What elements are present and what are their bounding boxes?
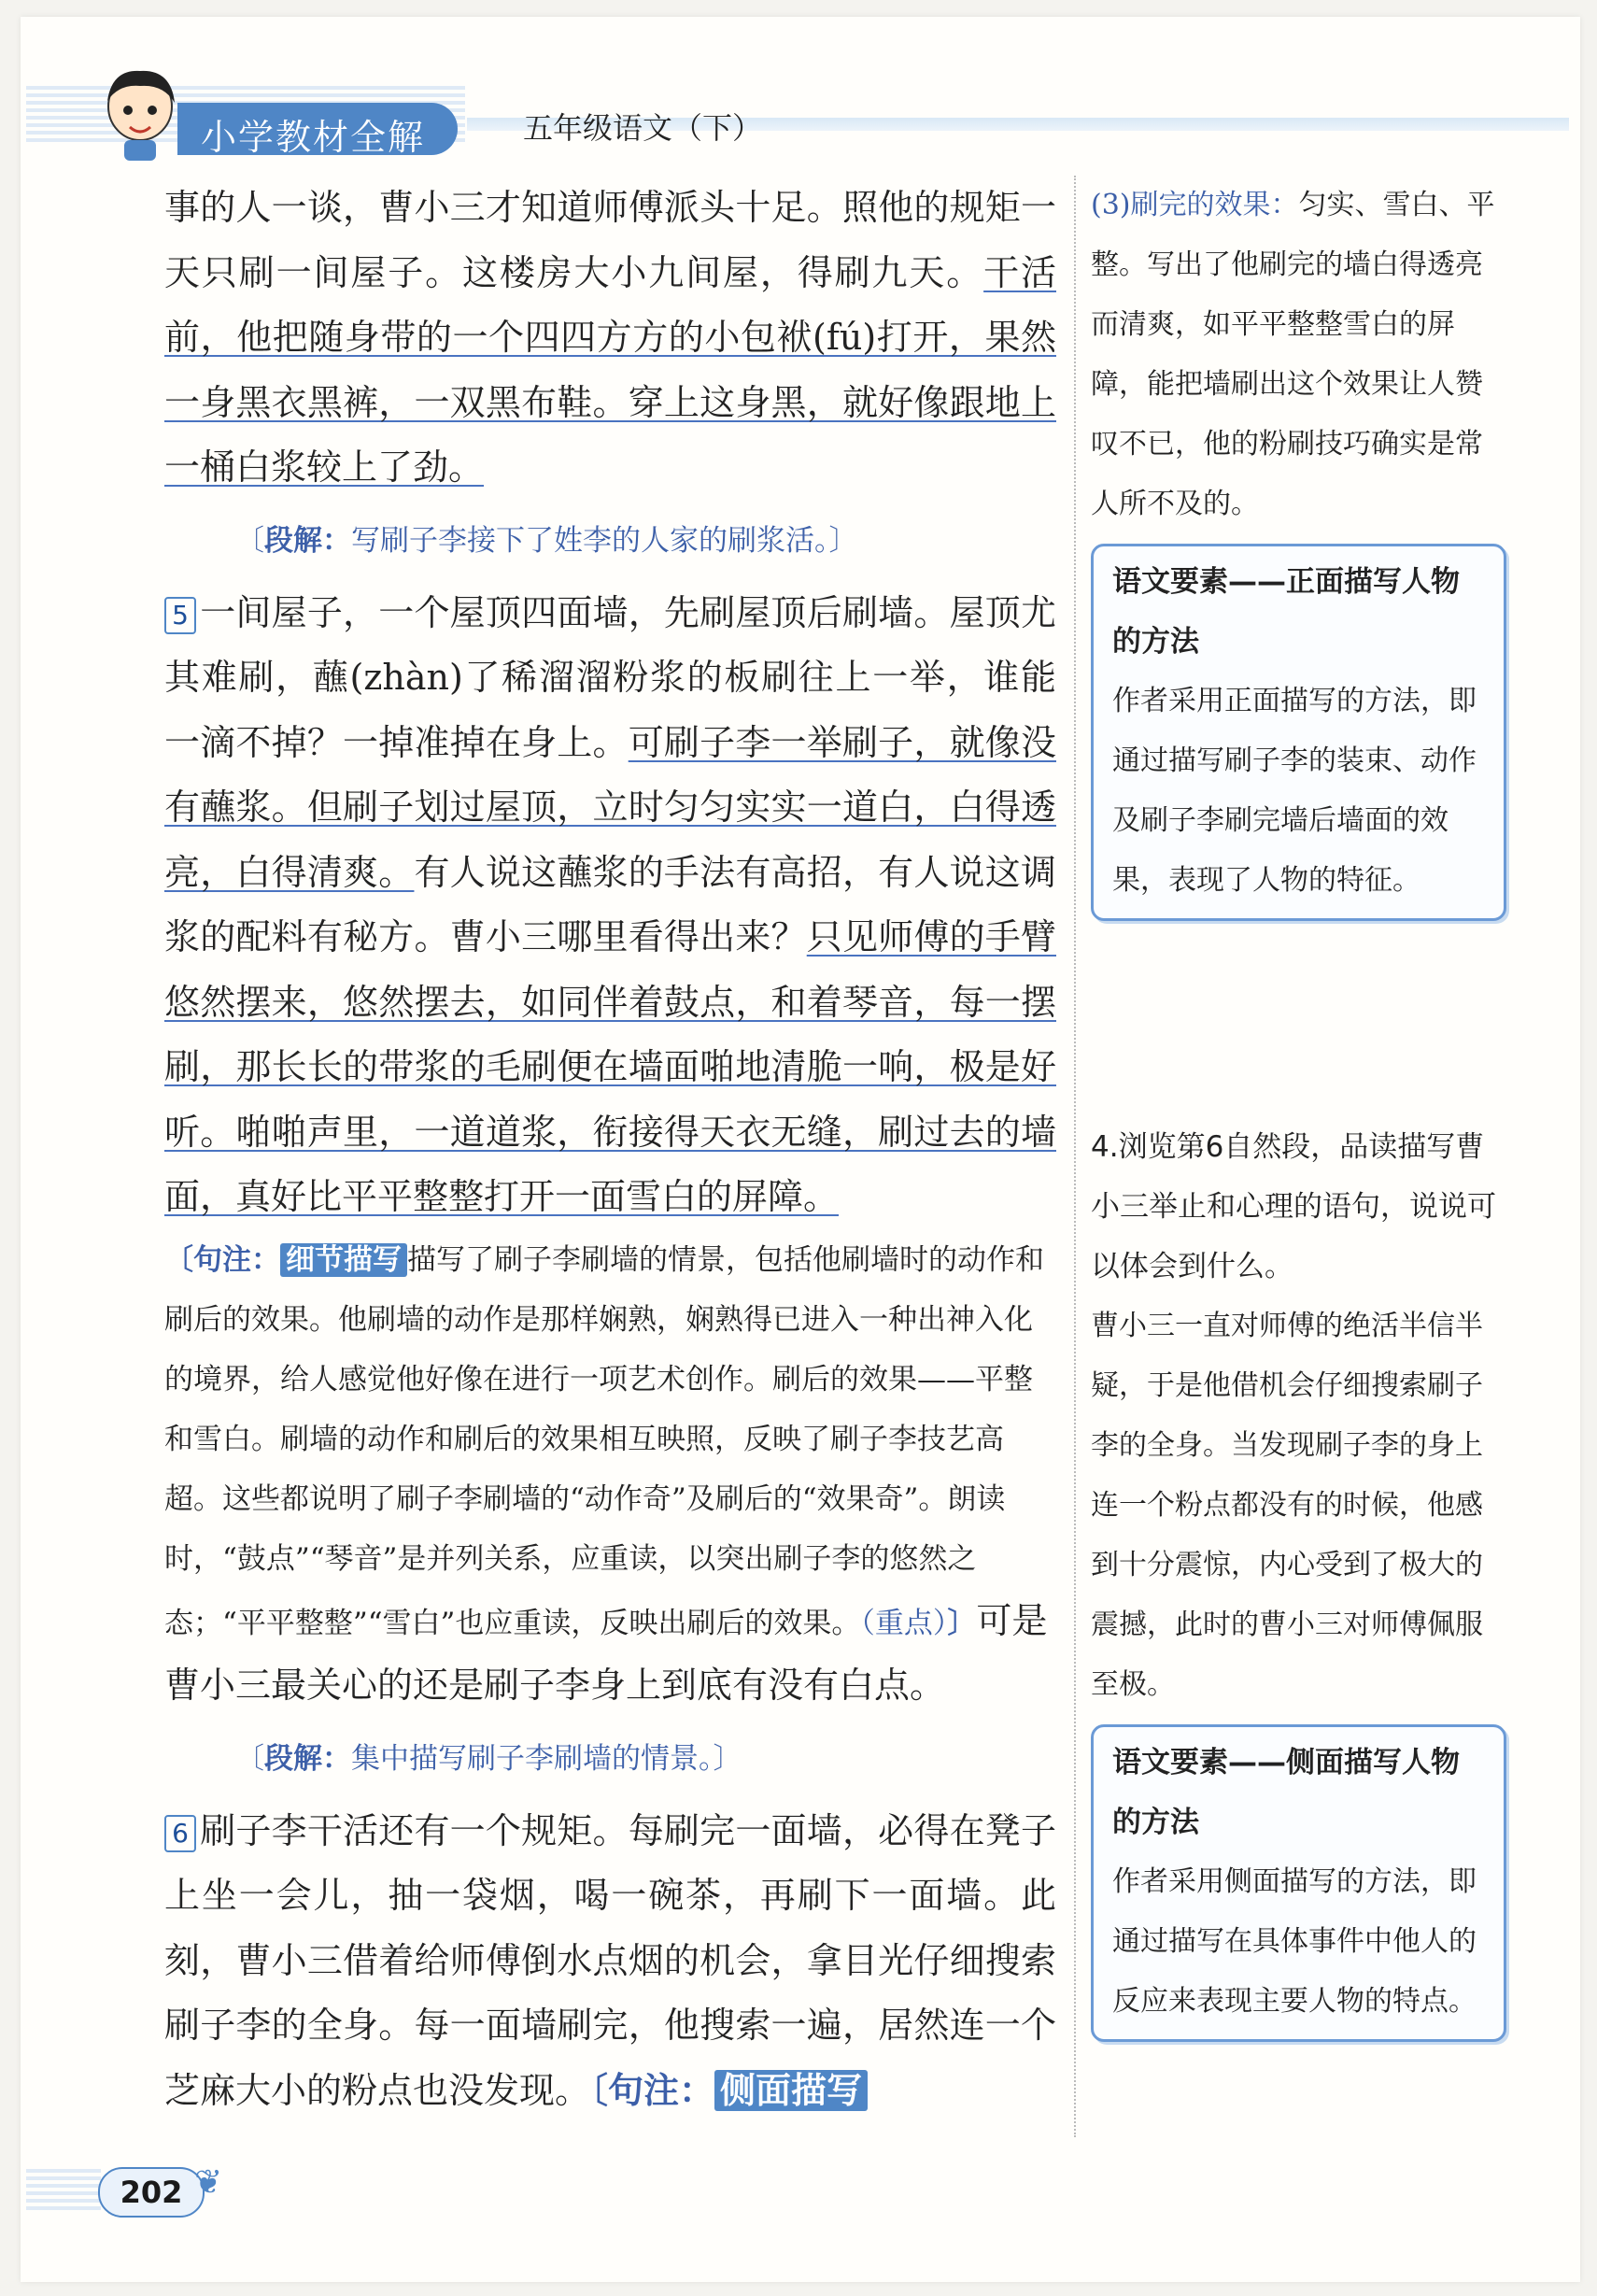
text-run: 刷子李干活还有一个规矩。每刷完一面墙，必得在凳子上坐一会儿，抽一袋烟，喝一碗茶，再刷下一面墙。此刻，曹小三借着给师傅倒水点烟的机会，拿目光仔细搜索刷子李的全身。每一面墙刷完，他搜索一遍，居然连一个芝麻大小的粉点也没发现。: [164, 1809, 1056, 2111]
footer-stripes: [26, 2169, 101, 2210]
box-body: 作者采用侧面描写的方法，即通过描写在具体事件中他人的反应来表现主要人物的特点。: [1112, 1865, 1477, 2018]
question-4: 4.浏览第6自然段，品读描写曹小三举止和心理的语句，说说可以体会到什么。: [1091, 1130, 1496, 1283]
main-column: [164, 176, 1056, 2123]
summary-text: 集中描写刷子李刷墙的情景。: [351, 1741, 714, 1776]
subject-title: 五年级语文（下）: [523, 110, 763, 146]
page-number: 202: [98, 2167, 205, 2218]
paragraph-continued: [164, 176, 1056, 501]
note-tag: 侧面描写: [714, 2070, 868, 2111]
leaf-icon: ❦: [194, 2163, 223, 2202]
book-title: 小学教材全解: [201, 117, 426, 158]
box-body: 作者采用正面描写的方法，即通过描写刷子李的装束、动作及刷子李刷完墙后墙面的效果，表现了人物的特征。: [1112, 685, 1477, 897]
paragraph-5: [164, 581, 1056, 1230]
note-tag: 细节描写: [280, 1243, 407, 1277]
answer-4: 曹小三一直对师傅的绝活半信半疑，于是他借机会仔细搜索刷子李的全身。当发现刷子李的身上连一个粉点都没有的时候，他感到十分震惊，内心受到了极大的震撼，此时的曹小三对师傅佩服至极。: [1091, 1310, 1483, 1701]
paragraph-number: 6: [164, 1815, 196, 1852]
note-label: 〔句注：: [164, 1242, 280, 1277]
side-column: [1091, 176, 1506, 2051]
summary-label: 段解：: [264, 1741, 351, 1776]
underlined-text: 可刷子李一举刷子，就像没有蘸浆。但刷子划过屋顶，立时匀匀实实一道白，白得透亮，白得清爽。: [164, 721, 1056, 893]
paragraph-summary: 〔段解：集中描写刷子李刷墙的情景。〕: [235, 1741, 742, 1776]
column-divider: [1074, 176, 1076, 2137]
box-title: 语文要素——侧面描写人物的方法: [1112, 1746, 1460, 1839]
summary-text: 写刷子李接下了姓李的人家的刷浆活。: [351, 523, 829, 558]
key-point-mark: （重点）: [860, 1606, 948, 1640]
paragraph-number: 5: [164, 597, 196, 634]
side-item-3: [1091, 176, 1506, 534]
side-item-label: (3)刷完的效果：: [1091, 189, 1299, 221]
underlined-text: 只见师傅的手臂悠然摆来，悠然摆去，如同伴着鼓点，和着琴音，每一摆刷，那长长的带浆的毛刷便在墙面啪地清脆一响，极是好听。啪啪声里，一道道浆，衔接得天衣无缝，刷过去的墙面，真好比平平整整打开一面雪白的屏障。: [164, 916, 1056, 1217]
underlined-text: 干活前，他把随身带的一个四四方方的小包袱(fú)打开，果然一身黑衣黑裤，一双黑布鞋。穿上这身黑，就好像跟地上一桶白浆较上了劲。: [164, 251, 1056, 488]
text-run: 有人说这蘸浆的手法有高招，有人说这调浆的配料有秘方。曹小三哪里看得出来？: [164, 851, 1056, 957]
note-text: 描写了刷子李刷墙的情景，包括他刷墙时的动作和刷后的效果。他刷墙的动作是那样娴熟，娴熟得已进入一种出神入化的境界，给人感觉他好像在进行一项艺术创作。刷后的效果——平整和雪白。刷墙的动作和刷后的效果相互映照，反映了刷子李技艺高超。这些都说明了刷子李刷墙的“动作奇”及刷后的“效果奇”。朗读时，“鼓点”“琴音”是并列关系，应重读，以突出刷子李的悠然之态；“平平整整”“雪白”也应重读，反映出刷后的效果。: [164, 1242, 1044, 1640]
sentence-note: 〔句注： 细节描写 描写了刷子李刷墙的情景，包括他刷墙时的动作和刷后的效果。他刷墙的动作是那样娴熟，娴熟得已进入一种出神入化的境界，给人感觉他好像在进行一项艺术创作。刷后的效果——平整和雪白。刷墙的动作和刷后的效果相互映照，反映了刷子李技艺高超。这些都说明了刷子李刷墙的“动作奇”及刷后的“效果奇”。朗读时，“鼓点”“琴音”是并列关系，应重读，以突出刷子李的悠然之态；“平平整整”“雪白”也应重读，反映出刷后的效果。（重点）〕可是曹小三最关心的还是刷子李身上到底有没有白点。: [164, 1242, 1048, 1706]
mascot-boy-icon: [89, 62, 191, 164]
note-label: 〔句注：: [590, 2069, 715, 2111]
element-box-direct: [1091, 544, 1506, 921]
paragraph-6: [164, 1799, 1056, 2124]
element-box-indirect: [1091, 1724, 1506, 2042]
text-run: 可是曹小三最关心的还是刷子李身上到底有没有白点。: [164, 1599, 1048, 1706]
text-run: 事的人一谈，曹小三才知道师傅派头十足。照他的规矩一天只刷一间屋子。这楼房大小九间屋，得刷九天。: [164, 187, 1056, 293]
text-run: 一间屋子，一个屋顶四面墙，先刷屋顶后刷墙。屋顶尤其难刷，蘸(zhàn)了稀溜溜粉浆的板刷往上一举，谁能一滴不掉？一掉准掉在身上。: [164, 591, 1056, 763]
paragraph-summary: 〔段解：写刷子李接下了姓李的人家的刷浆活。〕: [235, 523, 858, 558]
side-item-text: 匀实、雪白、平整。写出了他刷完的墙白得透亮而清爽，如平平整整雪白的屏障，能把墙刷出这个效果让人赞叹不已，他的粉刷技巧确实是常人所不及的。: [1091, 189, 1495, 520]
summary-label: 段解：: [264, 523, 351, 558]
box-title: 语文要素——正面描写人物的方法: [1112, 565, 1460, 659]
